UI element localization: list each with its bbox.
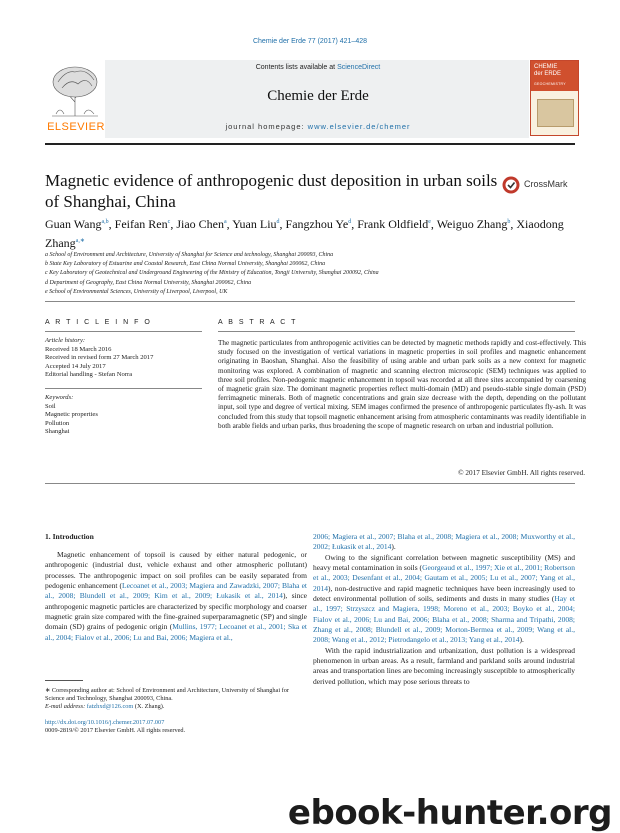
keyword: Soil: [45, 402, 56, 410]
doi-block: [45, 719, 307, 735]
watermark: ebook-hunter.org: [287, 793, 612, 833]
keywords-list: [45, 394, 202, 437]
abstract-text: The magnetic particulates from anthropogenic activities can be detected by magnetic methods rapidly and cost-effectively. This study focused on the investigation of vertical variations in magnetic properties in soil profiles and magnetic enhancement originating in Baoshan, Shanghai. Also the feasibility of using arable and urban park soils as a new context for magnetic monitoring was explored. A combination of magnetic and scanning electron microscopic (SEM) techniques was applied to three soil profiles. Non-pedogenic magnetic enhancement in topsoil was recorded at all three sites accompanied by coarsening of magnetic grain size. The dominant magnetic properties reflect multi-domain (MD) and pseudo-stable single domain (PSD) ferrimagnetic minerals. Both of magnetic concentrations and grain size decrease with the depth, depending on the pollutant input, soil type and degree of vertical mixing. SEM images confirmed the presence of anthropogenic particulates fly-ash. It was concluded from this study that topsoil magnetic enhancement arising from atmospheric contaminants was readily identifiable in both arable fields and urban parks, thus broadening the scope of magnetic research on urban and industrial pollution.: [218, 339, 586, 430]
text: Owing to the significant correlation between magnetic susceptibility (MS) and heavy metal contamination in soils (: [313, 552, 575, 573]
text: ).: [519, 635, 524, 645]
article-info-heading: A R T I C L E I N F O: [45, 319, 152, 326]
author-affiliation-marker[interactable]: a,∗: [75, 238, 85, 244]
abstract-heading: A B S T R A C T: [218, 319, 298, 326]
paragraph: With the rapid industrialization and urbanization, dust pollution is a widespread phenomenon in urban areas. As a result, farmland and parkland soils around industrial areas and transportation lines are becoming increasingly susceptible to atmospherically derived pollution, which may pose serious threats to: [313, 645, 575, 686]
affiliation: d Department of Geography, East China Normal University, Shanghai 200062, China: [45, 279, 252, 286]
contents-line: [108, 64, 528, 71]
elsevier-tree-logo: [48, 62, 102, 118]
citation-link[interactable]: 2006; Magiera et al., 2007; Blaha et al., 2008; Magiera et al., 2008; Muxworthy et al., 2002; Łukasik et al., 2014: [313, 532, 575, 552]
citation-link[interactable]: Mullins, 1977; Lecoanet et al., 2001; Ska et al., 2004; Fialov et al., 2006; Lu and Bai, 2006; Magiera et al.,: [45, 622, 307, 642]
affiliation: e School of Environmental Sciences, University of Liverpool, Liverpool, UK: [45, 288, 228, 295]
crossmark-icon: [502, 176, 520, 194]
email-suffix: (X. Zhang).: [133, 703, 165, 710]
author[interactable]: Weiguo Zhang$^b$: [436, 217, 511, 231]
body-column-right: [313, 532, 575, 687]
publisher-name: ELSEVIER: [47, 121, 105, 133]
history-item: Received 18 March 2016: [45, 345, 112, 353]
crossmark-label: CrossMark: [524, 179, 568, 189]
citation-link[interactable]: Georgeaud et al., 1997; Xie et al., 2001; Robertson et al., 2003; Desenfant et al., 2004; Gautam et al., 2005; Lu et al., 2007; Yang et al., 2014: [313, 563, 575, 593]
journal-citation[interactable]: Chemie der Erde 77 (2017) 421–428: [252, 38, 368, 45]
journal-homepage-line: [108, 122, 528, 131]
author[interactable]: Frank Oldfield$^e$: [357, 217, 431, 231]
journal-title: Chemie der Erde: [267, 88, 369, 104]
email-link[interactable]: fatzhxd@126.com: [86, 703, 134, 710]
history-item: Editorial handling - Stefan Norra: [45, 371, 133, 379]
cover-title: CHEMIE der ERDE: [534, 64, 562, 77]
issn-line: 0009-2819/© 2017 Elsevier GmbH. All rights reserved.: [45, 727, 186, 734]
text: ), non-destructive and rapid magnetic techniques have been increasingly used to detect environmental pollution of soils, sediments and dusts in many studies (: [313, 583, 575, 604]
text: Magnetic enhancement of topsoil is caused by either natural pedogenic, or anthropogenic (industrial dust, vehicle exhaust and other atmospheric pollutant) processes. The anthropogenic impact on soil profiles can be easily separated from pedogenic enhancement (: [45, 550, 307, 591]
author[interactable]: Guan Wang$^{a,b}$: [45, 217, 109, 231]
keywords-rule: [45, 388, 202, 389]
email-label: E-mail address:: [45, 703, 87, 710]
corresponding-author-footnote: [45, 687, 307, 711]
keyword: Shanghai: [45, 428, 70, 436]
homepage-prefix: journal homepage:: [225, 122, 308, 131]
keywords-label: Keywords:: [45, 394, 74, 401]
author-affiliation-marker[interactable]: c: [167, 219, 171, 225]
affiliation-list: [45, 251, 575, 297]
keyword: Magnetic properties: [45, 411, 98, 419]
keyword: Pollution: [45, 419, 70, 427]
author-affiliation-marker[interactable]: d: [276, 219, 280, 225]
footnote-text: ∗ Corresponding author at: School of Environment and Architecture, University of Shanghai for Science and Technology, Shanghai 200093, China.: [45, 687, 289, 702]
history-item: Accepted 14 July 2017: [45, 362, 106, 370]
citation-link[interactable]: Lecoanet et al., 2003; Magiera and Zawadzki, 2007; Blaha et al., 2008; Blundell et al., 2009; Kim et al., 2009; Łukasik et al., 2014: [45, 581, 307, 601]
author-affiliation-marker[interactable]: d: [348, 219, 352, 225]
text: ).: [391, 542, 396, 552]
author-affiliation-marker[interactable]: b: [507, 219, 511, 225]
cover-image: [537, 99, 574, 127]
article-title: Magnetic evidence of anthropogenic dust deposition in urban soils of Shanghai, China: [45, 171, 498, 211]
article-history: [45, 337, 202, 380]
doi-link[interactable]: http://dx.doi.org/10.1016/j.chemer.2017.07.007: [45, 719, 165, 726]
author[interactable]: Fangzhou Ye$^d$: [285, 217, 352, 231]
affiliation: c Key Laboratory of Geotechnical and Underground Engineering of the Ministry of Education, Tongji University, Shanghai 200092, China: [45, 270, 379, 277]
article-info-rule: [45, 331, 202, 332]
author[interactable]: Jiao Chen$^a$: [176, 217, 227, 231]
journal-cover-thumbnail[interactable]: [530, 60, 579, 136]
affiliation: a School of Environment and Architecture, University of Shanghai for Science and technology, Shanghai 200093, China: [45, 252, 334, 258]
header-divider: [45, 143, 575, 145]
paragraph: [45, 550, 307, 643]
crossmark-badge[interactable]: [502, 176, 582, 194]
text: ), since anthropogenic magnetic particles are characterized by specific morphology and coarser magnetic grain size compared with the fine-grained superparamagnetic (SP) and single domain (SD) grains of pedogenic origin (: [45, 591, 307, 632]
affiliation: b State Key Laboratory of Estuarine and Coastal Research, East China Normal University, Shanghai 200062, China: [45, 261, 326, 268]
author-list: Guan Wang$^{a,b}$, Feifan Ren$^c$, Jiao Chen$^a$, Yuan Liu$^d$, Fangzhou Ye$^d$, Frank Oldfield$^e$, Weiguo Zhang$^b$, Xiaodong Zhang$^{a,∗}$: [45, 217, 564, 250]
author[interactable]: Feifan Ren$^c$: [114, 217, 171, 231]
abstract-end-rule: [45, 483, 575, 484]
paragraph: [313, 532, 575, 553]
history-label: Article history:: [45, 337, 86, 344]
author-affiliation-marker[interactable]: a: [223, 219, 227, 225]
history-item: Received in revised form 27 March 2017: [45, 354, 154, 362]
body-column-left: [45, 550, 307, 643]
section-heading-introduction: 1. Introduction: [45, 532, 94, 541]
section-divider: [45, 301, 575, 302]
cover-subtitle: GEOCHEMISTRY: [534, 82, 566, 86]
paragraph: [313, 553, 575, 646]
citation-link[interactable]: Hay et al., 1997; Strzyszcz and Magiera, 1998; Moreno et al., 2003; Boyko et al., 2004; Fialov et al., 2006; Lu and Bai, 2006; Blaha et al., 2008; Sharma and Tripathi, 2008; Zhang et al., 2008; Blundell et al., 2009; Morton-Bermea et al., 2009; Wang et al., 2008; Wang et al., 2012; Pietrodangelo et al., 2013; Yang et al., 2014: [313, 594, 575, 645]
abstract-rule: [218, 331, 575, 332]
author[interactable]: Xiaodong Zhang$^{a,∗}$: [45, 217, 564, 250]
homepage-link[interactable]: www.elsevier.de/chemer: [307, 122, 411, 131]
author-affiliation-marker[interactable]: e: [428, 219, 431, 225]
sciencedirect-link[interactable]: ScienceDirect: [337, 64, 381, 71]
contents-prefix: Contents lists available at: [255, 64, 338, 71]
abstract-copyright: © 2017 Elsevier GmbH. All rights reserved.: [458, 469, 585, 477]
author[interactable]: Yuan Liu$^d$: [232, 217, 280, 231]
author-affiliation-marker[interactable]: a,b: [101, 219, 109, 225]
footnote-rule: [45, 680, 83, 681]
